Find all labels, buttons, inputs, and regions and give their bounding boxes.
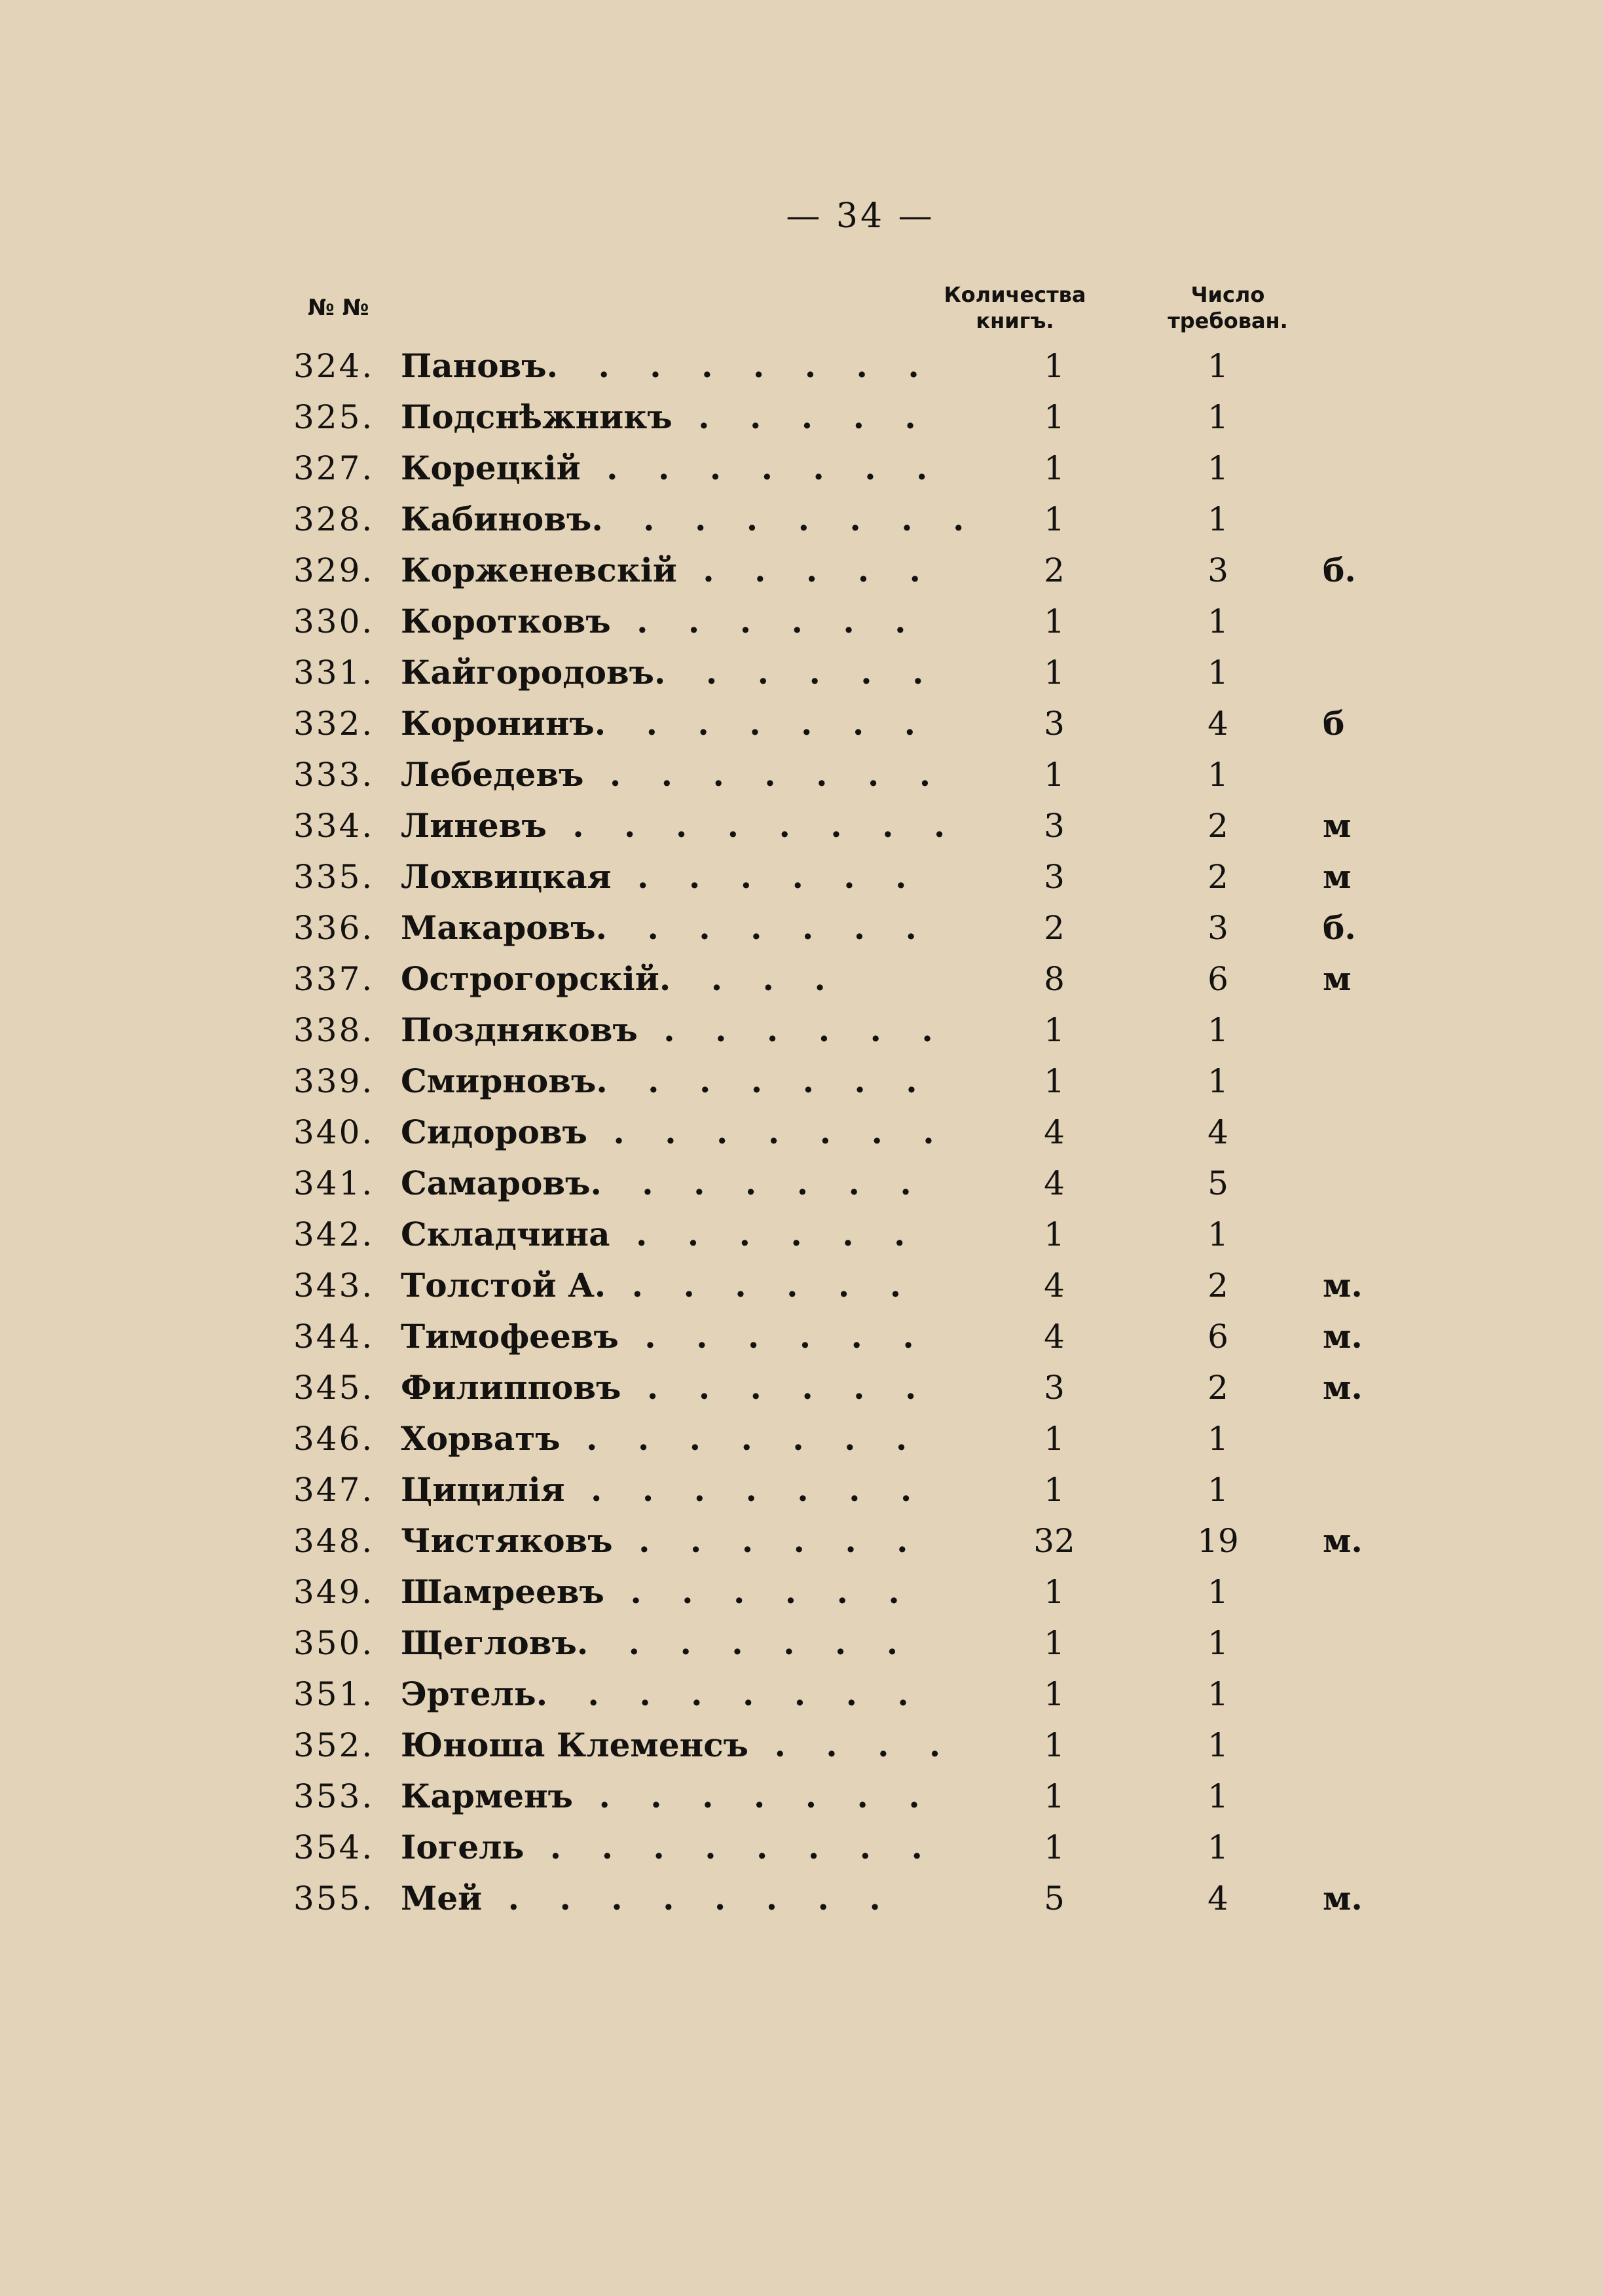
row-name-cell (401, 954, 1252, 1005)
row-number: 346. (293, 1420, 375, 1458)
row-author-name: Тимофеевъ (401, 1317, 619, 1356)
row-request-count: 1 (1207, 347, 1228, 385)
column-header-quantity-line1: Количества (944, 282, 1086, 307)
row-leader-dots: . . . . . . . . (546, 806, 960, 845)
row-number: 354. (293, 1828, 375, 1866)
row-book-count: 1 (1044, 1624, 1065, 1662)
table-row (288, 1771, 1401, 1822)
row-leader-dots: . . . . . . . (573, 1777, 934, 1815)
row-leader-dots: . . . . . (672, 398, 930, 436)
row-number: 332. (293, 705, 375, 743)
row-number: 328. (293, 500, 375, 538)
table-row (288, 494, 1401, 545)
row-mark: б (1323, 704, 1345, 743)
row-name-cell (401, 1413, 1252, 1464)
row-author-name: Коронинъ (401, 704, 595, 743)
row-author-name: Шамреевъ (401, 1572, 604, 1611)
row-request-count: 1 (1207, 654, 1228, 692)
row-mark: м. (1323, 1317, 1363, 1356)
row-leader-dots: . . . . . . (610, 1215, 920, 1253)
row-number: 353. (293, 1777, 375, 1815)
table-row (288, 1413, 1401, 1464)
row-name-cell (401, 596, 1252, 647)
page-number: — 34 — (786, 196, 935, 236)
row-number: 352. (293, 1726, 375, 1764)
row-number: 340. (293, 1113, 375, 1151)
row-book-count: 4 (1044, 1164, 1065, 1202)
row-author-name: Цицилія (401, 1470, 565, 1509)
row-number: 327. (293, 449, 375, 487)
row-name-cell (401, 902, 1252, 954)
table-row (288, 1056, 1401, 1107)
row-name-cell (401, 443, 1252, 494)
row-leader-dots: . . . . . . . . (524, 1828, 937, 1866)
row-leader-dots: . . . . . . (654, 653, 938, 692)
row-book-count: 1 (1044, 1675, 1065, 1713)
row-request-count: 4 (1207, 1113, 1228, 1151)
row-book-count: 1 (1044, 1011, 1065, 1049)
table-row (288, 1311, 1401, 1362)
row-name-cell (401, 1669, 1252, 1720)
row-mark: м (1323, 806, 1352, 845)
row-leader-dots: . . . . . . . (580, 449, 942, 487)
row-leader-dots: . . . . . . . . (591, 500, 979, 538)
table-row (288, 443, 1401, 494)
table-row (288, 851, 1401, 902)
row-mark: м (1323, 959, 1352, 998)
row-number: 330. (293, 602, 375, 640)
row-name-cell (401, 1260, 1252, 1311)
row-author-name: Эртель (401, 1675, 536, 1713)
row-request-count: 1 (1207, 602, 1228, 640)
row-leader-dots: . . . . . . . (594, 704, 930, 743)
row-number: 338. (293, 1011, 375, 1049)
row-number: 355. (293, 1879, 375, 1917)
row-name-cell (401, 1822, 1252, 1873)
row-book-count: 1 (1044, 1471, 1065, 1509)
row-leader-dots: . . . . (748, 1726, 955, 1764)
row-number: 337. (293, 960, 375, 998)
row-request-count: 1 (1207, 1062, 1228, 1100)
row-author-name: Чистяковъ (401, 1521, 613, 1560)
row-request-count: 1 (1207, 449, 1228, 487)
row-book-count: 1 (1044, 398, 1065, 436)
row-name-cell (401, 1005, 1252, 1056)
row-name-cell (401, 1362, 1252, 1413)
table-row (288, 1669, 1401, 1720)
row-author-name: Кайгородовъ (401, 653, 655, 692)
row-name-cell (401, 647, 1252, 698)
row-name-cell (401, 698, 1252, 749)
row-name-cell (401, 800, 1252, 851)
row-book-count: 1 (1044, 1777, 1065, 1815)
row-request-count: 1 (1207, 1624, 1228, 1662)
row-book-count: 1 (1044, 1420, 1065, 1458)
row-book-count: 4 (1044, 1267, 1065, 1305)
row-leader-dots: . . . . . . . (583, 755, 946, 794)
table-row (288, 698, 1401, 749)
row-name-cell (401, 1056, 1252, 1107)
row-number: 331. (293, 654, 375, 692)
row-number: 339. (293, 1062, 375, 1100)
row-leader-dots: . . . . . . (618, 1317, 929, 1356)
row-leader-dots: . . . . . . (606, 1266, 916, 1305)
row-book-count: 1 (1044, 347, 1065, 385)
row-author-name: Корецкій (401, 449, 581, 487)
row-number: 345. (293, 1369, 375, 1407)
row-name-cell (401, 1209, 1252, 1260)
table-row (288, 1566, 1401, 1618)
row-book-count: 1 (1044, 1062, 1065, 1100)
row-author-name: Толстой А. (401, 1266, 606, 1305)
row-book-count: 8 (1044, 960, 1065, 998)
table-row (288, 1209, 1401, 1260)
row-request-count: 1 (1207, 1726, 1228, 1764)
row-number: 325. (293, 398, 375, 436)
row-author-name: Складчина (401, 1215, 610, 1253)
row-leader-dots: . . . . . . (637, 1010, 948, 1049)
row-request-count: 1 (1207, 1828, 1228, 1866)
row-request-count: 1 (1207, 1675, 1228, 1713)
row-number: 341. (293, 1164, 375, 1202)
row-request-count: 1 (1207, 1215, 1228, 1253)
row-name-cell (401, 545, 1252, 596)
row-name-cell (401, 1311, 1252, 1362)
row-number: 336. (293, 909, 375, 947)
row-mark: б. (1323, 908, 1356, 947)
row-request-count: 1 (1207, 398, 1228, 436)
row-name-cell (401, 341, 1252, 392)
row-leader-dots: . . . . . . (610, 602, 921, 640)
row-name-cell (401, 1873, 1252, 1924)
row-author-name: Юноша Клеменсъ (401, 1726, 749, 1764)
row-leader-dots: . . . . . . . (590, 1164, 926, 1202)
row-author-name: Мей (401, 1879, 483, 1917)
row-leader-dots: . . . . . . (612, 1521, 923, 1560)
row-request-count: 2 (1207, 1369, 1228, 1407)
row-leader-dots: . . . . . . . (560, 1419, 922, 1458)
row-mark: м (1323, 857, 1352, 896)
row-name-cell (401, 749, 1252, 800)
row-number: 349. (293, 1573, 375, 1611)
row-name-cell (401, 1158, 1252, 1209)
row-author-name: Корженевскій (401, 551, 677, 589)
row-author-name: Пановъ (401, 346, 547, 385)
table-row (288, 800, 1401, 851)
row-mark: м. (1323, 1368, 1363, 1407)
row-mark: м. (1323, 1521, 1363, 1560)
row-leader-dots: . . . . . . . (596, 1062, 932, 1100)
table-row (288, 1107, 1401, 1158)
table-row (288, 1260, 1401, 1311)
row-leader-dots: . . . . . . . (587, 1113, 949, 1151)
row-book-count: 3 (1044, 705, 1065, 743)
row-number: 335. (293, 858, 375, 896)
table-row (288, 545, 1401, 596)
column-header-requests-line1: Число (1190, 282, 1265, 307)
row-author-name: Іогель (401, 1828, 525, 1866)
row-book-count: 1 (1044, 1828, 1065, 1866)
row-author-name: Поздняковъ (401, 1010, 638, 1049)
row-name-cell (401, 1107, 1252, 1158)
table-row (288, 1005, 1401, 1056)
row-book-count: 4 (1044, 1318, 1065, 1356)
row-request-count: 1 (1207, 500, 1228, 538)
row-author-name: Карменъ (401, 1777, 574, 1815)
column-header-quantity-line2: книгъ. (976, 308, 1054, 333)
row-leader-dots: . . . . . (676, 551, 935, 589)
column-header-quantity (936, 282, 1094, 334)
row-number: 343. (293, 1267, 375, 1305)
table-row (288, 392, 1401, 443)
row-book-count: 5 (1044, 1879, 1065, 1917)
row-number: 333. (293, 756, 375, 794)
row-author-name: Линевъ (401, 806, 547, 845)
row-number: 348. (293, 1522, 375, 1560)
row-author-name: Филипповъ (401, 1368, 621, 1407)
row-request-count: 2 (1207, 858, 1228, 896)
row-leader-dots: . . . . . . . . (536, 1675, 923, 1713)
row-request-count: 5 (1207, 1164, 1228, 1202)
table-row (288, 1464, 1401, 1515)
row-number: 329. (293, 551, 375, 589)
row-leader-dots: . . . . . . (604, 1572, 914, 1611)
row-author-name: Щегловъ (401, 1623, 577, 1662)
row-request-count: 4 (1207, 1879, 1228, 1917)
row-book-count: 32 (1033, 1522, 1075, 1560)
table-row (288, 1362, 1401, 1413)
row-request-count: 3 (1207, 909, 1228, 947)
row-leader-dots: . . . . . . . (564, 1470, 927, 1509)
row-author-name: Кабиновъ (401, 500, 592, 538)
row-name-cell (401, 1720, 1252, 1771)
table-row (288, 1158, 1401, 1209)
row-book-count: 1 (1044, 1573, 1065, 1611)
row-book-count: 1 (1044, 756, 1065, 794)
row-request-count: 1 (1207, 1777, 1228, 1815)
row-book-count: 1 (1044, 449, 1065, 487)
table-row (288, 647, 1401, 698)
row-request-count: 6 (1207, 1318, 1228, 1356)
row-book-count: 2 (1044, 551, 1065, 589)
row-request-count: 4 (1207, 705, 1228, 743)
row-book-count: 1 (1044, 1215, 1065, 1253)
row-author-name: Смирновъ (401, 1062, 597, 1100)
row-mark: м. (1323, 1266, 1363, 1305)
row-book-count: 2 (1044, 909, 1065, 947)
row-author-name: Подснѣжникъ (401, 398, 673, 436)
row-leader-dots: . . . . (659, 959, 840, 998)
row-request-count: 1 (1207, 1011, 1228, 1049)
row-author-name: Лохвицкая (401, 857, 612, 896)
row-mark: б. (1323, 551, 1356, 589)
row-number: 324. (293, 347, 375, 385)
row-author-name: Макаровъ (401, 908, 596, 947)
row-book-count: 1 (1044, 602, 1065, 640)
row-name-cell (401, 494, 1252, 545)
row-name-cell (401, 1464, 1252, 1515)
row-request-count: 6 (1207, 960, 1228, 998)
row-number: 334. (293, 807, 375, 845)
row-request-count: 2 (1207, 807, 1228, 845)
row-name-cell (401, 1566, 1252, 1618)
column-header-requests-line2: требован. (1168, 308, 1288, 333)
row-name-cell (401, 392, 1252, 443)
row-leader-dots: . . . . . . (611, 857, 921, 896)
row-request-count: 3 (1207, 551, 1228, 589)
table-row (288, 596, 1401, 647)
row-name-cell (401, 1771, 1252, 1822)
table-row (288, 1873, 1401, 1924)
row-request-count: 19 (1197, 1522, 1239, 1560)
row-author-name: Самаровъ (401, 1164, 591, 1202)
row-number: 347. (293, 1471, 375, 1509)
row-book-count: 1 (1044, 500, 1065, 538)
row-number: 344. (293, 1318, 375, 1356)
row-name-cell (401, 1515, 1252, 1566)
row-author-name: Острогорскій (401, 959, 659, 998)
row-request-count: 1 (1207, 1471, 1228, 1509)
row-author-name: Коротковъ (401, 602, 611, 640)
row-author-name: Сидоровъ (401, 1113, 587, 1151)
column-header-requests (1113, 282, 1342, 334)
row-book-count: 4 (1044, 1113, 1065, 1151)
row-number: 342. (293, 1215, 375, 1253)
row-leader-dots: . . . . . . . (595, 908, 931, 947)
row-leader-dots: . . . . . . . . (482, 1879, 895, 1917)
column-header-number: № № (308, 295, 369, 321)
table-row (288, 954, 1401, 1005)
row-book-count: 3 (1044, 807, 1065, 845)
row-request-count: 1 (1207, 1573, 1228, 1611)
table-row (288, 1720, 1401, 1771)
row-name-cell (401, 1618, 1252, 1669)
table-row (288, 1822, 1401, 1873)
row-leader-dots: . . . . . . . . (546, 346, 934, 385)
row-book-count: 1 (1044, 654, 1065, 692)
table-row (288, 1618, 1401, 1669)
row-mark: м. (1323, 1879, 1363, 1917)
table-row (288, 1515, 1401, 1566)
row-book-count: 1 (1044, 1726, 1065, 1764)
table-row (288, 902, 1401, 954)
row-number: 350. (293, 1624, 375, 1662)
row-author-name: Хорватъ (401, 1419, 561, 1458)
table-row (288, 341, 1401, 392)
row-leader-dots: . . . . . . (621, 1368, 931, 1407)
row-author-name: Лебедевъ (401, 755, 584, 794)
row-request-count: 1 (1207, 1420, 1228, 1458)
row-request-count: 1 (1207, 756, 1228, 794)
row-book-count: 3 (1044, 1369, 1065, 1407)
row-leader-dots: . . . . . . . (576, 1623, 913, 1662)
row-number: 351. (293, 1675, 375, 1713)
row-name-cell (401, 851, 1252, 902)
table-row (288, 749, 1401, 800)
row-request-count: 2 (1207, 1267, 1228, 1305)
row-book-count: 3 (1044, 858, 1065, 896)
